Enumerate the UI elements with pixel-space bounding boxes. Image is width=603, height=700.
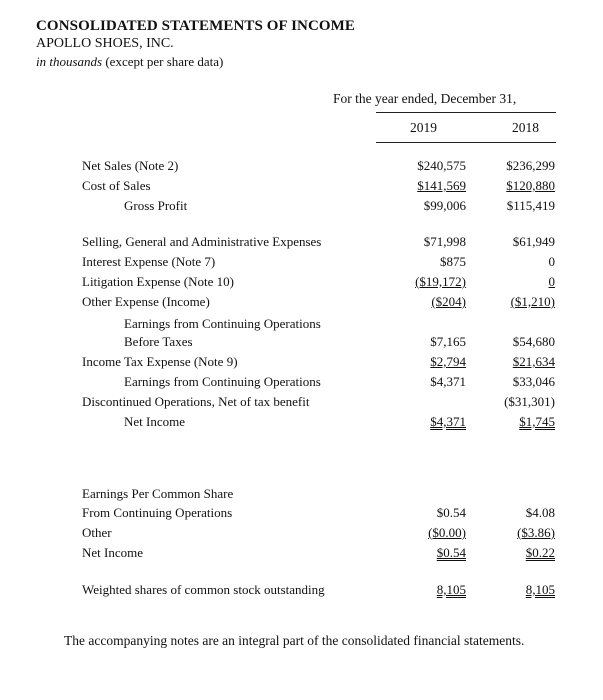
row-label-weighted-shares: Weighted shares of common stock outstanding [82,582,325,597]
value-2019-earnings-before-taxes: $7,165 [430,334,466,349]
value-2018-litigation-expense: 0 [548,274,555,289]
value-2018-other-expense: ($1,210) [510,294,555,309]
units-note [36,54,223,70]
row-label-discontinued-operations: Discontinued Operations, Net of tax benefit [82,394,310,409]
value-2019-income-tax-expense: $2,794 [430,354,466,369]
value-2019-eps-net-income: $0.54 [436,545,466,560]
value-2019-net-income: $4,371 [430,414,466,429]
row-label-eps-continuing: From Continuing Operations [82,505,233,520]
value-2018-weighted-shares: 8,105 [525,582,555,597]
header-top-rule [376,112,556,113]
value-2018-eps-net-income: $0.22 [525,545,555,560]
value-2019-weighted-shares: 8,105 [436,582,466,597]
row-label-earnings-continuing-ops: Earnings from Continuing Operations [124,374,321,389]
row-label-income-tax-expense: Income Tax Expense (Note 9) [82,354,238,369]
header-bottom-rule [376,142,556,143]
row-label-eps-net-income: Net Income [82,545,144,560]
value-2019-net-sales: $240,575 [417,158,466,173]
units-rest: (except per share data) [102,54,224,69]
row-label-gross-profit: Gross Profit [124,198,188,213]
value-2019-sga: $71,998 [423,234,466,249]
row-label-eps-header: Earnings Per Common Share [82,486,234,501]
value-2019-litigation-expense: ($19,172) [415,274,466,289]
value-2018-gross-profit: $115,419 [506,198,555,213]
value-2018-net-sales: $236,299 [506,158,555,173]
row-label-interest-expense: Interest Expense (Note 7) [82,254,216,269]
period-label: For the year ended, December 31, [333,91,517,106]
company-name: APOLLO SHOES, INC. [36,36,174,51]
statement-title: CONSOLIDATED STATEMENTS OF INCOME [36,18,356,34]
value-2019-gross-profit: $99,006 [423,198,466,213]
value-2018-cost-of-sales: $120,880 [506,178,555,193]
row-label-earnings-before-taxes-line2: Before Taxes [124,334,193,349]
value-2018-sga: $61,949 [512,234,555,249]
value-2018-eps-other: ($3.86) [517,525,555,540]
value-2018-earnings-continuing-ops: $33,046 [512,374,555,389]
row-label-other-expense: Other Expense (Income) [82,294,210,309]
row-label-net-sales: Net Sales (Note 2) [82,158,179,173]
footnote: The accompanying notes are an integral part of the consolidated financial statements. [64,633,525,648]
value-2019-eps-continuing: $0.54 [436,505,466,520]
units-italic: in thousands [36,54,103,69]
value-2019-cost-of-sales: $141,569 [417,178,466,193]
value-2018-discontinued-operations: ($31,301) [504,394,555,409]
value-2018-interest-expense: 0 [548,254,555,269]
row-label-litigation-expense: Litigation Expense (Note 10) [82,274,234,289]
row-label-net-income: Net Income [124,414,186,429]
value-2019-other-expense: ($204) [431,294,466,309]
row-label-cost-of-sales: Cost of Sales [82,178,151,193]
value-2019-earnings-continuing-ops: $4,371 [430,374,466,389]
value-2019-interest-expense: $875 [440,254,466,269]
value-2018-eps-continuing: $4.08 [525,505,555,520]
row-label-sga: Selling, General and Administrative Expenses [82,234,322,249]
value-2018-income-tax-expense: $21,634 [512,354,555,369]
value-2018-earnings-before-taxes: $54,680 [512,334,555,349]
value-2019-eps-other: ($0.00) [428,525,466,540]
column-header-2018: 2018 [512,120,539,135]
row-label-earnings-before-taxes: Earnings from Continuing Operations [124,316,321,331]
row-label-eps-other: Other [82,525,112,540]
value-2018-net-income: $1,745 [519,414,555,429]
column-header-2019: 2019 [410,120,437,135]
